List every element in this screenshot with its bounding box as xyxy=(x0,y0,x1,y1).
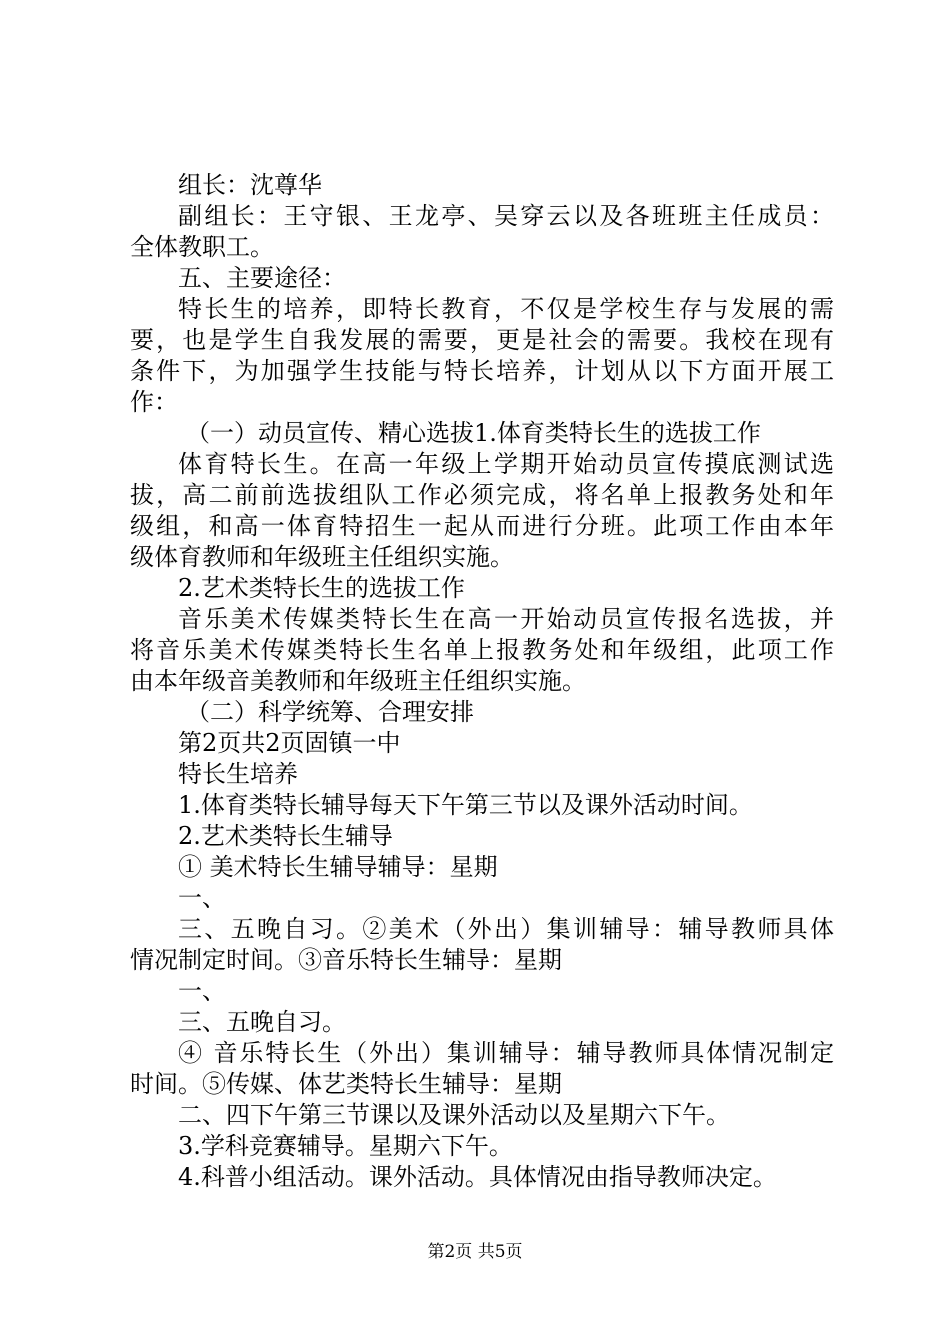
text-line: ① 美术特长生辅导辅导：星期 xyxy=(178,853,498,881)
text-line: 拔，高二前前选拔组队工作必须完成，将名单上报教务处和年 xyxy=(130,481,834,509)
text-line: 要，也是学生自我发展的需要，更是社会的需要。我校在现有 xyxy=(130,326,834,354)
text-line: 级体育教师和年级班主任组织实施。 xyxy=(130,543,514,571)
text-line: 全体教职工。 xyxy=(130,233,274,261)
text-line: 3.学科竞赛辅导。星期六下午。 xyxy=(178,1132,513,1160)
text-line: （二）科学统筹、合理安排 xyxy=(186,698,474,726)
text-line: 2.艺术类特长生的选拔工作 xyxy=(178,574,465,602)
text-line: 情况制定时间。③音乐特长生辅导：星期 xyxy=(130,946,562,974)
text-line: 三、五晚自习。 xyxy=(178,1008,346,1036)
text-line: 三、五晚自习。②美术（外出）集训辅导：辅导教师具体 xyxy=(178,915,834,943)
text-line: 副组长：王守银、王龙亭、吴穿云以及各班班主任成员： xyxy=(178,202,834,230)
text-line: 作： xyxy=(130,388,178,416)
text-line: 2.艺术类特长生辅导 xyxy=(178,822,393,850)
text-line: 将音乐美术传媒类特长生名单上报教务处和年级组，此项工作 xyxy=(130,636,834,664)
text-line: 二、四下午第三节课以及课外活动以及星期六下午。 xyxy=(178,1101,730,1129)
text-line: 1.体育类特长辅导每天下午第三节以及课外活动时间。 xyxy=(178,791,753,819)
text-line: 时间。⑤传媒、体艺类特长生辅导：星期 xyxy=(130,1070,562,1098)
text-line: 音乐美术传媒类特长生在高一开始动员宣传报名选拔，并 xyxy=(178,605,834,633)
page-number: 第2页 共5页 xyxy=(427,1242,523,1262)
text-line: 由本年级音美教师和年级班主任组织实施。 xyxy=(130,667,586,695)
text-line: 第2页共2页固镇一中 xyxy=(178,729,401,757)
text-line: 一、 xyxy=(178,884,226,912)
text-line: 特长生培养 xyxy=(178,760,298,788)
text-line: 特长生的培养，即特长教育，不仅是学校生存与发展的需 xyxy=(178,295,834,323)
text-line: 五、主要途径： xyxy=(178,264,346,292)
text-line: 条件下，为加强学生技能与特长培养，计划从以下方面开展工 xyxy=(130,357,834,385)
document-body xyxy=(130,170,834,1193)
text-line: ④ 音乐特长生（外出）集训辅导：辅导教师具体情况制定 xyxy=(178,1039,834,1067)
text-line: 级组，和高一体育特招生一起从而进行分班。此项工作由本年 xyxy=(130,512,834,540)
text-line: 一、 xyxy=(178,977,226,1005)
text-line: （一）动员宣传、精心选拔1.体育类特长生的选拔工作 xyxy=(186,419,761,447)
text-line: 组长：沈尊华 xyxy=(178,171,322,199)
text-line: 体育特长生。在高一年级上学期开始动员宣传摸底测试选 xyxy=(178,450,834,478)
text-line: 4.科普小组活动。课外活动。具体情况由指导教师决定。 xyxy=(178,1163,777,1191)
page-footer xyxy=(0,1240,950,1264)
